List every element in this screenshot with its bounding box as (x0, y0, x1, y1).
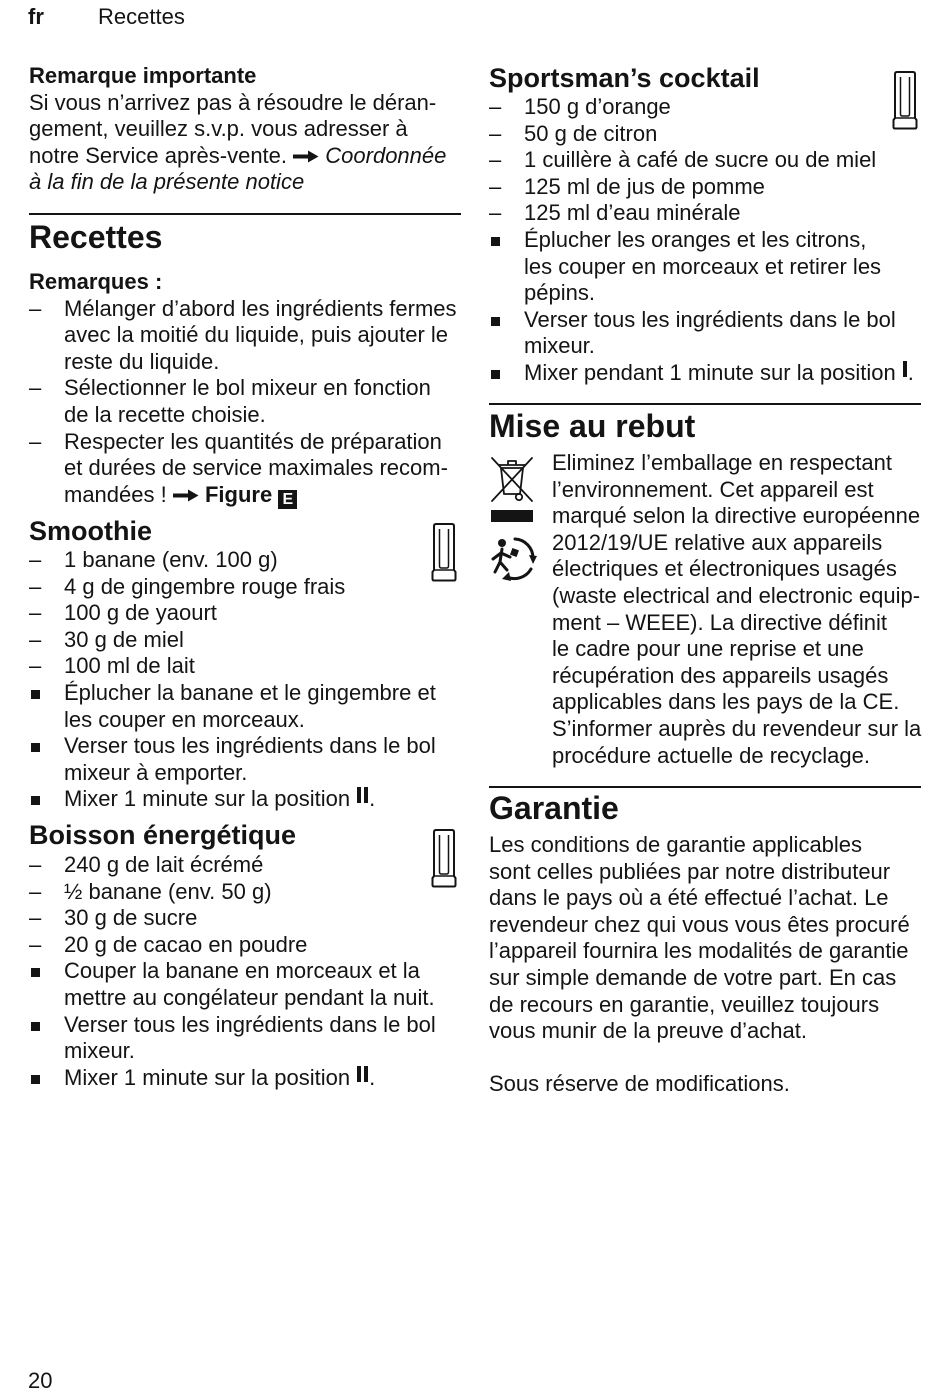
warranty-line: de recours en garantie, veuillez toujours (489, 991, 880, 1017)
smoothie-recipe (29, 547, 461, 813)
step-line: Mixer 1 minute sur la position (64, 1064, 351, 1090)
ingredient-text: – 100 g de yaourt (64, 600, 217, 626)
disposal-line: marqué selon la directive européenne (552, 503, 921, 529)
disposal-line: électriques et électroniques usagés (552, 556, 897, 582)
warranty-line: vous munir de la preuve d’achat. (489, 1018, 807, 1044)
step-item (489, 227, 921, 307)
disposal-line: S’informer auprès du revendeur sur la (552, 715, 922, 741)
step-line: mettre au congélateur pendant la nuit. (64, 984, 435, 1010)
list-item (29, 296, 461, 376)
recycling-person-icon (489, 534, 539, 582)
ingredient-item (29, 627, 461, 654)
weee-crossed-bin-icon (489, 455, 535, 503)
step-item (489, 360, 921, 387)
page-number: 20 (28, 1368, 53, 1393)
step-line: mixeur à emporter. (64, 759, 248, 785)
ingredient-text: – 150 g d’orange (524, 94, 671, 119)
important-note (29, 63, 446, 196)
running-header-section: Recettes (98, 4, 185, 29)
ingredient-text: – ½ banane (env. 50 g) (64, 878, 272, 904)
important-note-line-with-reference (29, 143, 446, 170)
ingredient-text: – 1 banane (env. 100 g) (64, 547, 278, 572)
warranty-line: sont celles publiées par notre distributeur (489, 858, 891, 884)
ingredient-item (29, 852, 461, 879)
disposal-line: récupération des appareils usagés (552, 662, 889, 688)
ingredient-text: – 125 ml de jus de pomme (524, 173, 765, 199)
ingredient-text: – 240 g de lait écrémé (64, 852, 264, 877)
ingredient-item (489, 147, 921, 174)
disposal-line: procédure actuelle de recyclage. (552, 742, 870, 768)
disposal-line: applicables dans les pays de la CE. (552, 689, 900, 715)
list-item-line: de la recette choisie. (64, 401, 266, 427)
list-item-line: reste du liquide. (64, 348, 220, 374)
step-line: les couper en morceaux. (64, 706, 305, 732)
ingredient-text: – 4 g de gingembre rouge frais (64, 573, 346, 599)
list-item (29, 429, 461, 509)
step-item (29, 1012, 461, 1065)
important-note-line: notre Service après-vente. (29, 142, 288, 168)
step-line: Verser tous les ingrédients dans le bol (64, 733, 436, 759)
section-divider (489, 403, 921, 405)
list-item-line: – Mélanger d’abord les ingrédients fermes (64, 295, 457, 321)
important-note-line (29, 169, 446, 196)
list-item-line: et durées de service maximales recom- (64, 455, 448, 481)
warranty-line: Les conditions de garantie applicables (489, 832, 863, 857)
warranty-line: dans le pays où a été effectué l’achat. Le (489, 885, 889, 911)
disposal-line: le cadre pour une reprise et une (552, 636, 864, 662)
step-line-with-speed (64, 786, 461, 813)
arrow-right-icon (173, 489, 199, 502)
disposal-line: 2012/19/UE relative aux appareils (552, 529, 883, 555)
step-line: Couper la banane en morceaux et la (64, 958, 420, 984)
ingredient-text: – 30 g de sucre (64, 905, 198, 931)
step-item (29, 786, 461, 813)
arrow-right-icon (293, 150, 319, 163)
step-line: Éplucher les oranges et les citrons, (524, 226, 867, 252)
list-item-line: – Sélectionner le bol mixeur en fonction (64, 375, 431, 401)
step-line: Éplucher la banane et le gingembre et (64, 679, 436, 705)
ingredient-item (29, 932, 461, 959)
important-note-title: Remarque importante (29, 63, 257, 88)
reference-text: à la fin de la présente notice (29, 169, 305, 195)
reference-text: Coordonnée (325, 142, 447, 168)
list-item-line: avec la moitié du liquide, puis ajouter le (64, 322, 449, 348)
ingredient-text: – 50 g de citron (524, 120, 658, 146)
step-line: mixeur. (524, 333, 595, 359)
ingredient-item (29, 574, 461, 601)
speed-1-icon (903, 361, 907, 377)
ingredient-item (29, 905, 461, 932)
step-line: pépins. (524, 280, 595, 306)
important-note-line: gement, veuillez s.v.p. vous adresser à (29, 116, 408, 142)
ingredient-item (489, 121, 921, 148)
step-line: Verser tous les ingrédients dans le bol (524, 306, 896, 332)
figure-label: Figure (204, 481, 273, 507)
weee-marking-bar (491, 510, 533, 522)
disposal-line: l’environnement. Cet appareil est (552, 476, 874, 502)
step-line: mixeur. (64, 1038, 135, 1064)
step-item (29, 1065, 461, 1092)
step-line: Mixer pendant 1 minute sur la position (524, 359, 896, 385)
ingredient-text: – 30 g de miel (64, 626, 184, 652)
ingredient-text: – 1 cuillère à café de sucre ou de miel (524, 147, 877, 173)
sportsman-cocktail-recipe (489, 94, 921, 387)
ingredient-item (29, 600, 461, 627)
warranty-line: sur simple demande de votre part. En cas (489, 964, 897, 990)
recipe-notes-title: Remarques : (29, 269, 163, 294)
warranty-line: revendeur chez qui vous vous êtes procuré (489, 911, 910, 937)
step-item (29, 733, 461, 786)
disposal-line: ment – WEEE). La directive définit (552, 609, 888, 635)
step-line: les couper en morceaux et retirer les (524, 253, 882, 279)
warranty-text (489, 832, 910, 1045)
speed-2-icon (357, 787, 368, 803)
warranty-title: Garantie (489, 790, 619, 826)
figure-letter-badge: E (278, 490, 297, 509)
speed-2-icon (357, 1066, 368, 1082)
ingredient-text: – 125 ml d’eau minérale (524, 200, 741, 226)
disposal-title: Mise au rebut (489, 408, 696, 444)
language-code: fr (28, 4, 44, 29)
ingredient-item (29, 547, 461, 574)
recipe-notes (29, 269, 461, 508)
step-suffix: . (907, 359, 914, 385)
section-divider (29, 213, 461, 215)
sportsman-cocktail-title: Sportsman’s cocktail (489, 63, 760, 93)
ingredient-item (29, 879, 461, 906)
important-note-line: Si vous n’arrivez pas à résoudre le déran- (29, 89, 437, 115)
step-line-with-speed (64, 1065, 461, 1092)
disposal-line: Eliminez l’emballage en respectant (552, 450, 892, 475)
smoothie-title: Smoothie (29, 516, 153, 546)
disposal-text (552, 450, 921, 769)
step-line: Verser tous les ingrédients dans le bol (64, 1011, 436, 1037)
list-item-line: – Respecter les quantités de préparation (64, 428, 442, 454)
disposal-line: (waste electrical and electronic equip- (552, 582, 921, 608)
ingredient-item (29, 653, 461, 680)
ingredient-text: – 20 g de cacao en poudre (64, 931, 308, 957)
list-item (29, 375, 461, 428)
ingredient-item (489, 94, 921, 121)
warranty-line: l’appareil fournira les modalités de garantie (489, 938, 909, 964)
recipes-title: Recettes (29, 219, 163, 255)
section-divider (489, 786, 921, 788)
step-suffix: . (369, 1064, 376, 1090)
step-line: Mixer 1 minute sur la position (64, 786, 351, 812)
step-line-with-speed (524, 360, 921, 387)
step-suffix: . (369, 786, 376, 812)
ingredient-text: – 100 ml de lait (64, 653, 195, 679)
ingredient-item (489, 174, 921, 201)
step-item (29, 680, 461, 733)
list-item-line-with-reference (64, 482, 461, 509)
list-item-line: mandées ! (64, 481, 167, 507)
ingredient-item (489, 200, 921, 227)
step-item (489, 307, 921, 360)
energy-drink-recipe (29, 852, 461, 1091)
step-item (29, 958, 461, 1011)
energy-drink-title: Boisson énergétique (29, 820, 297, 850)
subject-to-change-note: Sous réserve de modifications. (489, 1071, 790, 1096)
